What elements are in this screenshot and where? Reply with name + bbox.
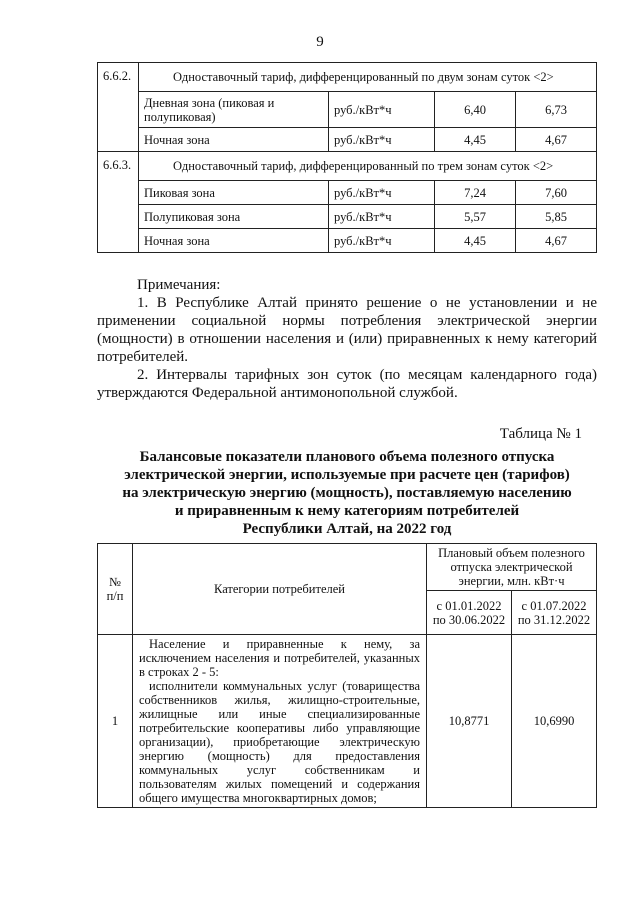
value-cell: 4,45 [435, 128, 516, 152]
category-paragraph-2: исполнители коммунальных услуг (товарищества собственников жилья, жилищно-строительные, жилищные или иные специализированные потребительские кооперативы либо управляющие организации), приобретающие электрическую энергию (мощность) для предоставления коммунальных услуг собственникам и пользователям жилых помещений и содержания общего имущества многоквартирных домов; [139, 679, 420, 805]
zone-name: Дневная зона (пиковая и полупиковая) [139, 92, 329, 128]
value-cell: 5,57 [435, 205, 516, 229]
unit-cell: руб./кВт*ч [329, 181, 435, 205]
section-code: 6.6.3. [98, 152, 139, 253]
section-title: Одноставочный тариф, дифференцированный по трем зонам суток <2> [139, 152, 597, 181]
value-cell: 5,85 [516, 205, 597, 229]
value-cell: 6,73 [516, 92, 597, 128]
row-number: 1 [98, 635, 133, 808]
header-num: № п/п [98, 544, 133, 635]
header-period-2: с 01.07.2022 по 31.12.2022 [512, 591, 597, 635]
page-number: 9 [316, 34, 324, 50]
zone-name: Полупиковая зона [139, 205, 329, 229]
notes-heading [97, 276, 597, 294]
table-row [98, 635, 597, 808]
table-row [98, 205, 597, 229]
value-cell: 4,67 [516, 229, 597, 253]
table-number: Таблица № 1 [499, 426, 582, 442]
value-cell: 10,8771 [427, 635, 512, 808]
table-row [98, 128, 597, 152]
tariff-table [97, 62, 597, 253]
note-1 [97, 294, 597, 366]
note-1-first-line: 1. В Республике Алтай принято решение о не установлении и не [137, 295, 597, 311]
note-2-first-line: 2. Интервалы тарифных зон суток (по месяцам календарного года) [137, 367, 597, 383]
value-cell: 10,6990 [512, 635, 597, 808]
section-code: 6.6.2. [98, 63, 139, 152]
section-row [98, 152, 597, 181]
zone-name: Ночная зона [139, 128, 329, 152]
title-line: Балансовые показатели планового объема полезного отпуска [139, 449, 555, 465]
zone-name: Пиковая зона [139, 181, 329, 205]
value-cell: 6,40 [435, 92, 516, 128]
note-2 [97, 366, 597, 402]
table-row [98, 181, 597, 205]
category-paragraph-1: Население и приравненные к нему, за исключением населения и потребителей, указанных в строках 2 - 5: [139, 637, 420, 679]
note-2-rest: утверждаются Федеральной антимонопольной службой. [97, 385, 458, 401]
table-row [98, 229, 597, 253]
table-title [97, 448, 597, 538]
header-row [98, 544, 597, 591]
unit-cell: руб./кВт*ч [329, 205, 435, 229]
zone-name: Ночная зона [139, 229, 329, 253]
header-volume: Плановый объем полезного отпуска электрической энергии, млн. кВт·ч [427, 544, 597, 591]
header-category: Категории потребителей [133, 544, 427, 635]
unit-cell: руб./кВт*ч [329, 229, 435, 253]
category-cell [133, 635, 427, 808]
notes-heading-text: Примечания: [137, 277, 221, 293]
section-row [98, 63, 597, 92]
title-line: Республики Алтай, на 2022 год [242, 521, 452, 537]
unit-cell: руб./кВт*ч [329, 128, 435, 152]
value-cell: 7,60 [516, 181, 597, 205]
value-cell: 7,24 [435, 181, 516, 205]
title-line: электрической энергии, используемые при расчете цен (тарифов) [124, 467, 570, 483]
balance-table [97, 543, 597, 808]
title-line: и приравненным к нему категориям потребителей [174, 503, 520, 519]
note-1-rest: применении социальной нормы потребления электрической энергии (мощности) в отношении населения и (или) приравненных к нему категорий потребителей. [97, 313, 597, 365]
title-line: на электрическую энергию (мощность), поставляемую населению [122, 485, 572, 501]
header-period-1: с 01.01.2022 по 30.06.2022 [427, 591, 512, 635]
table-row [98, 92, 597, 128]
section-title: Одноставочный тариф, дифференцированный по двум зонам суток <2> [139, 63, 597, 92]
unit-cell: руб./кВт*ч [329, 92, 435, 128]
value-cell: 4,45 [435, 229, 516, 253]
value-cell: 4,67 [516, 128, 597, 152]
